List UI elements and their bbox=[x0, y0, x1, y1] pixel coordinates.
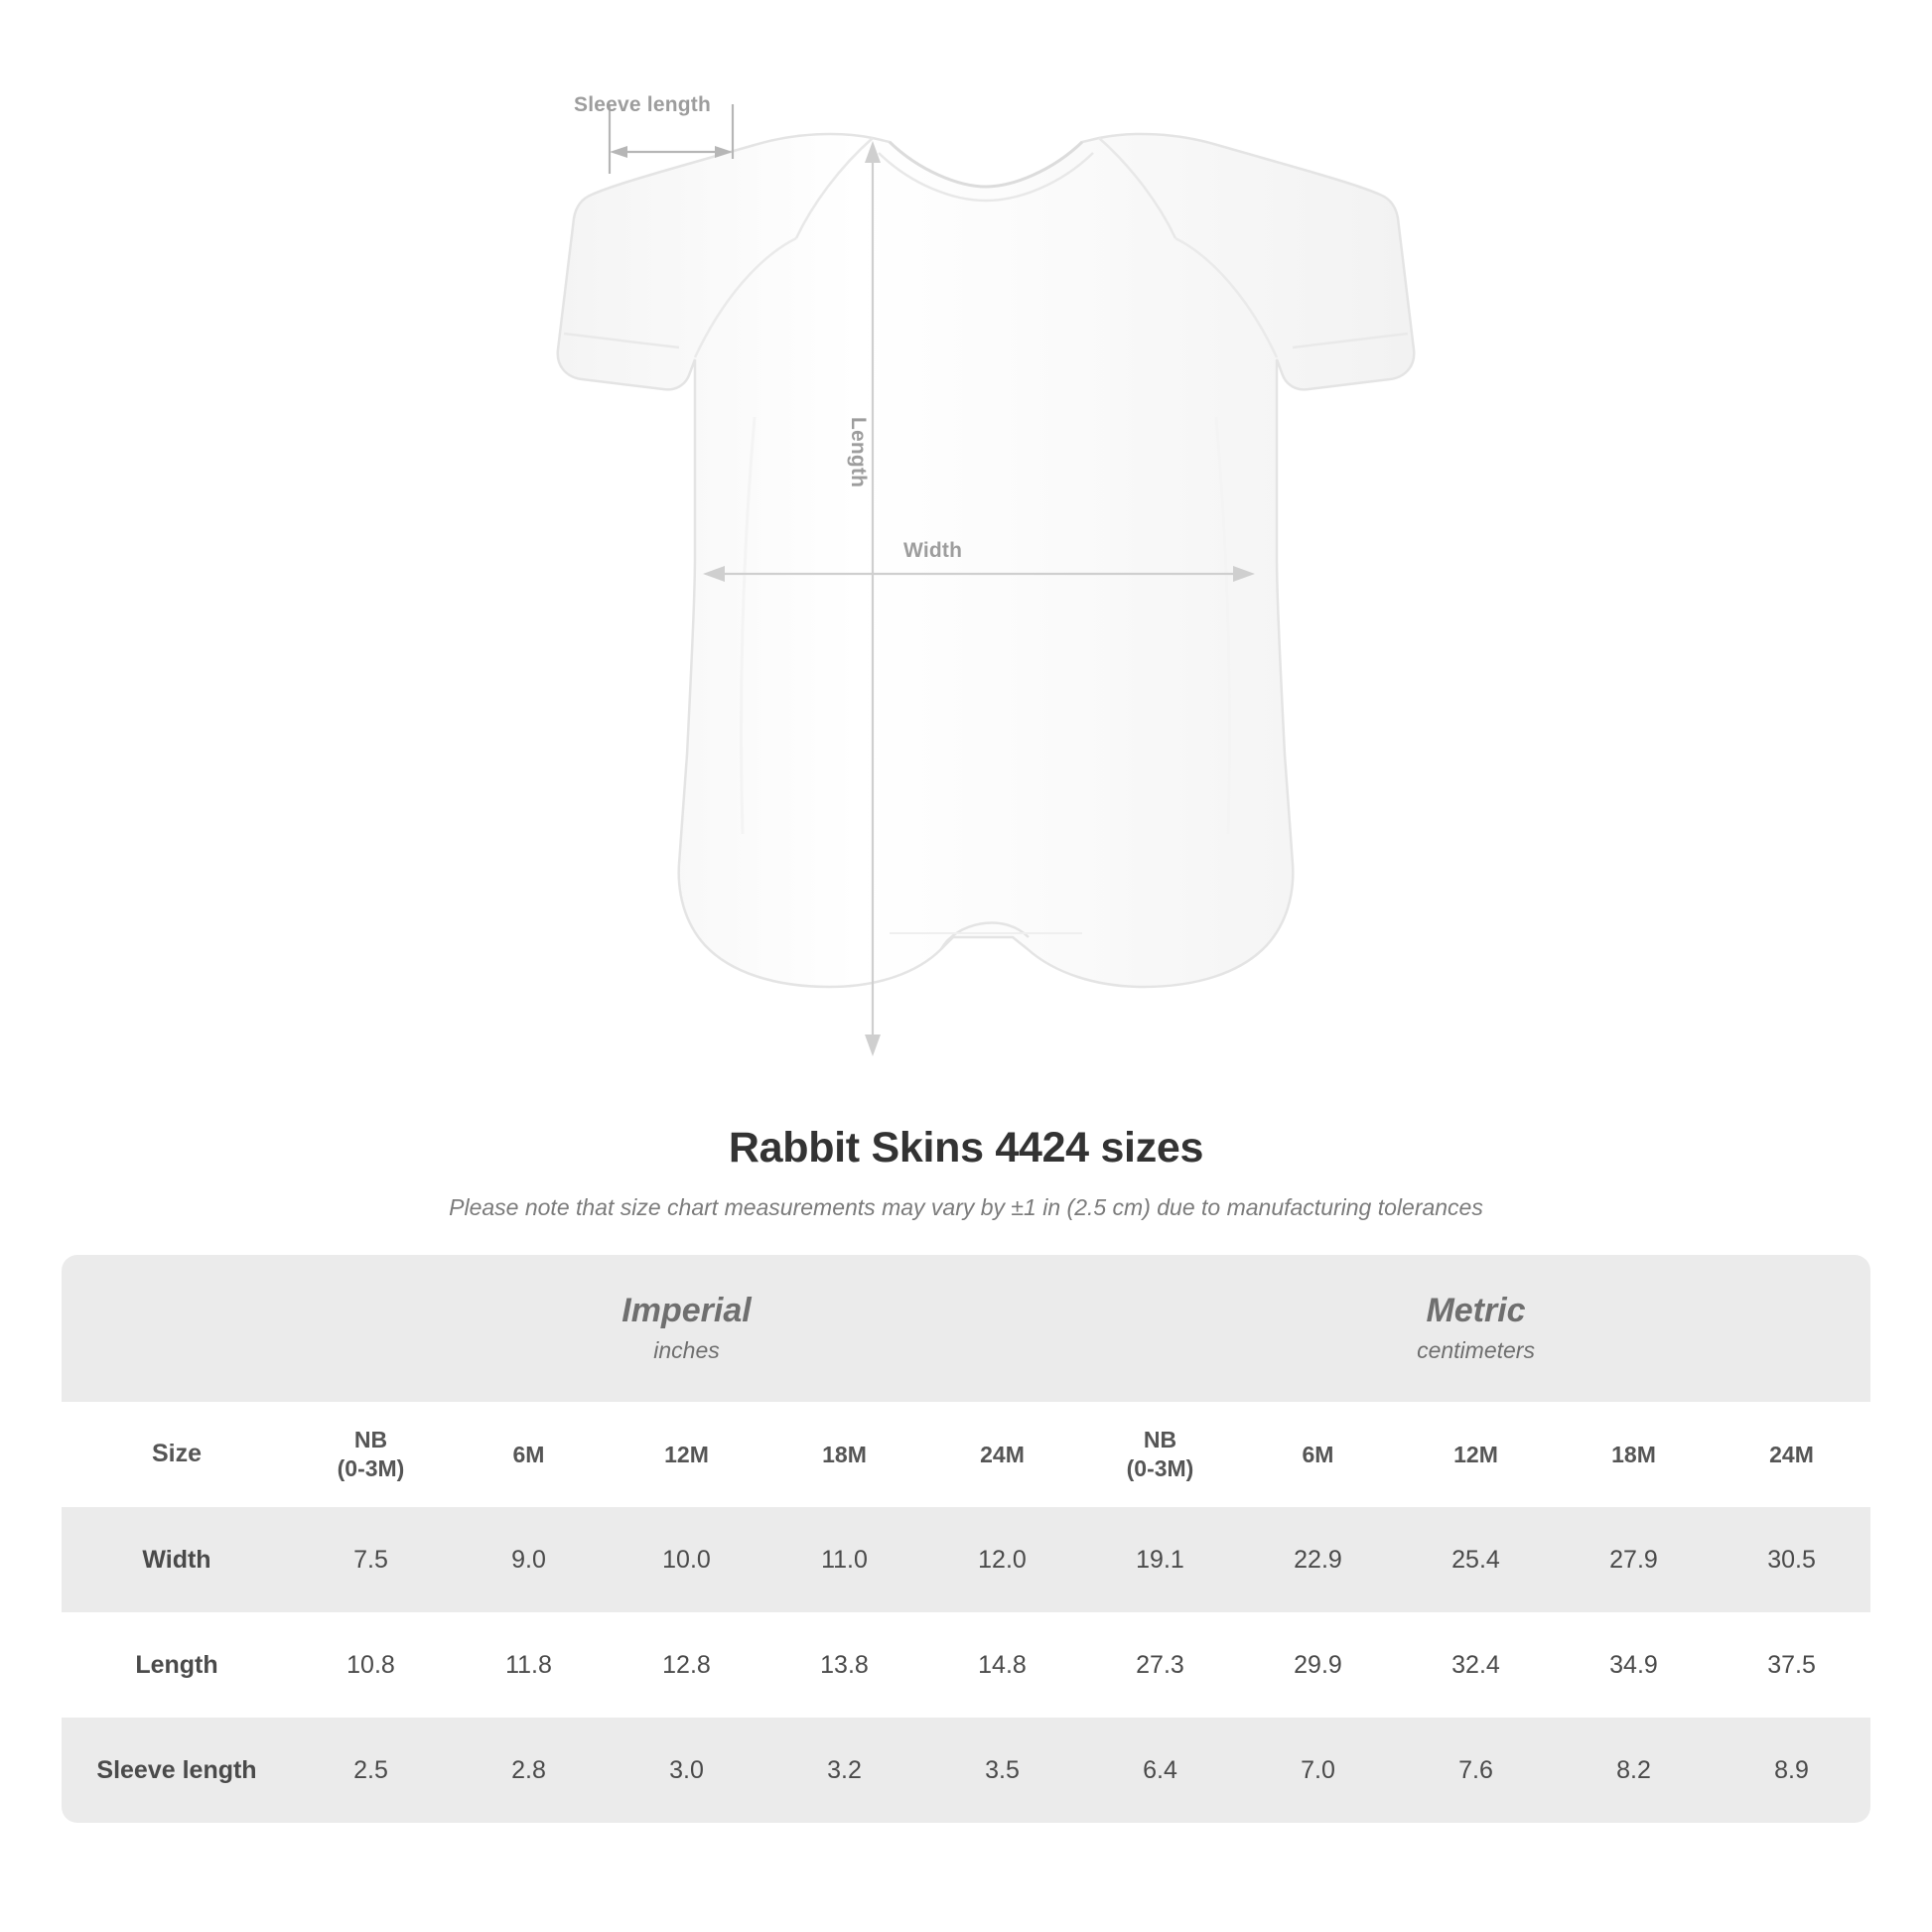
header-col-2 bbox=[608, 1402, 765, 1507]
cell-length-2: 12.8 bbox=[662, 1650, 711, 1679]
unit-group-imperial-name: Imperial bbox=[621, 1291, 752, 1329]
sleeve-length-label: Sleeve length bbox=[574, 93, 711, 116]
cell-length-1: 11.8 bbox=[505, 1650, 552, 1679]
width-label: Width bbox=[903, 539, 963, 562]
header-col-1 bbox=[450, 1402, 608, 1507]
cell-length-6: 29.9 bbox=[1294, 1650, 1342, 1679]
table-row bbox=[62, 1612, 1870, 1718]
cell-width-4: 12.0 bbox=[923, 1507, 1081, 1612]
row-label-sleeve-length: Sleeve length bbox=[62, 1718, 292, 1823]
header-col-7-line1: 12M bbox=[1453, 1441, 1498, 1467]
unit-group-imperial bbox=[292, 1255, 1081, 1402]
header-col-5-line1: NB bbox=[1143, 1427, 1177, 1453]
cell-length-7: 32.4 bbox=[1451, 1650, 1500, 1679]
header-col-4 bbox=[923, 1402, 1081, 1507]
cell-sleeve-8: 8.2 bbox=[1555, 1718, 1713, 1823]
title-block bbox=[0, 1124, 1932, 1221]
row-label-width: Width bbox=[62, 1507, 292, 1612]
page-title: Rabbit Skins 4424 sizes bbox=[728, 1124, 1204, 1172]
cell-sleeve-5: 6.4 bbox=[1081, 1718, 1239, 1823]
header-col-4-line1: 24M bbox=[980, 1441, 1025, 1467]
cell-sleeve-9: 8.9 bbox=[1713, 1718, 1870, 1823]
header-col-8 bbox=[1555, 1402, 1713, 1507]
cell-length-0: 10.8 bbox=[346, 1650, 395, 1679]
cell-sleeve-0: 2.5 bbox=[292, 1718, 450, 1823]
length-label: Length bbox=[847, 417, 870, 488]
cell-length-4: 14.8 bbox=[978, 1650, 1027, 1679]
unit-group-metric bbox=[1081, 1255, 1870, 1402]
cell-width-6: 22.9 bbox=[1239, 1507, 1397, 1612]
cell-sleeve-1: 2.8 bbox=[450, 1718, 608, 1823]
table-row bbox=[62, 1507, 1870, 1612]
header-col-3 bbox=[765, 1402, 923, 1507]
unit-header-spacer bbox=[62, 1255, 292, 1402]
header-col-9 bbox=[1713, 1402, 1870, 1507]
header-col-5 bbox=[1081, 1402, 1239, 1507]
cell-width-3: 11.0 bbox=[765, 1507, 923, 1612]
header-col-2-line1: 12M bbox=[664, 1441, 709, 1467]
cell-length-3: 13.8 bbox=[820, 1650, 869, 1679]
header-col-1-line1: 6M bbox=[512, 1441, 545, 1467]
header-col-5-line2: (0-3M) bbox=[1126, 1455, 1194, 1481]
header-col-7 bbox=[1397, 1402, 1555, 1507]
tolerance-note: Please note that size chart measurements may vary by ±1 in (2.5 cm) due to manufacturing tolerances bbox=[449, 1194, 1483, 1220]
size-table bbox=[62, 1255, 1870, 1823]
header-col-8-line1: 18M bbox=[1611, 1441, 1656, 1467]
size-table-wrapper bbox=[62, 1255, 1870, 1823]
cell-width-8: 27.9 bbox=[1555, 1507, 1713, 1612]
cell-width-9: 30.5 bbox=[1713, 1507, 1870, 1612]
cell-sleeve-4: 3.5 bbox=[923, 1718, 1081, 1823]
column-header-row bbox=[62, 1402, 1870, 1507]
header-col-0-line2: (0-3M) bbox=[337, 1455, 405, 1481]
header-col-0 bbox=[292, 1402, 450, 1507]
cell-width-0: 7.5 bbox=[292, 1507, 450, 1612]
header-col-9-line1: 24M bbox=[1769, 1441, 1814, 1467]
cell-width-2: 10.0 bbox=[608, 1507, 765, 1612]
unit-group-imperial-sub: inches bbox=[653, 1337, 720, 1364]
cell-width-1: 9.0 bbox=[450, 1507, 608, 1612]
cell-width-5: 19.1 bbox=[1081, 1507, 1239, 1612]
unit-group-metric-name: Metric bbox=[1426, 1291, 1526, 1329]
cell-sleeve-7: 7.6 bbox=[1397, 1718, 1555, 1823]
header-size-label: Size bbox=[62, 1402, 292, 1507]
cell-length-5: 27.3 bbox=[1136, 1650, 1184, 1679]
unit-group-metric-sub: centimeters bbox=[1417, 1337, 1535, 1364]
header-col-6 bbox=[1239, 1402, 1397, 1507]
header-col-6-line1: 6M bbox=[1302, 1441, 1334, 1467]
header-col-0-line1: NB bbox=[353, 1427, 388, 1453]
cell-width-7: 25.4 bbox=[1397, 1507, 1555, 1612]
cell-sleeve-3: 3.2 bbox=[765, 1718, 923, 1823]
cell-sleeve-2: 3.0 bbox=[608, 1718, 765, 1823]
cell-sleeve-6: 7.0 bbox=[1239, 1718, 1397, 1823]
cell-length-9: 37.5 bbox=[1767, 1650, 1816, 1679]
cell-length-8: 34.9 bbox=[1609, 1650, 1658, 1679]
table-row bbox=[62, 1718, 1870, 1823]
header-col-3-line1: 18M bbox=[822, 1441, 867, 1467]
unit-header-row bbox=[62, 1255, 1870, 1402]
row-label-length: Length bbox=[135, 1650, 218, 1679]
